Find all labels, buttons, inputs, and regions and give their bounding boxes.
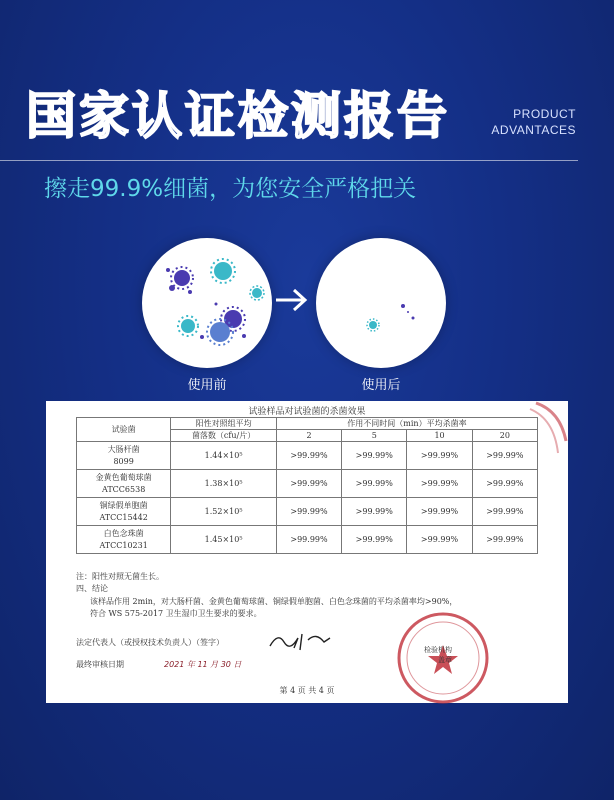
table-row	[77, 498, 538, 526]
strain-name: 白色念珠菌	[103, 528, 144, 538]
col-strain-header: 试验菌	[77, 418, 171, 442]
before-circle-image	[142, 238, 272, 368]
rate-cell: >99.99%	[342, 470, 407, 498]
time-col-4: 20	[472, 430, 537, 442]
rate-cell: >99.99%	[342, 442, 407, 470]
control-count: 1.52×10⁵	[171, 498, 277, 526]
strain-code: ATCC6538	[102, 484, 146, 494]
col-control-header-2: 菌落数（cfu/片）	[171, 430, 277, 442]
rate-cell: >99.99%	[276, 470, 341, 498]
before-label: 使用前	[187, 378, 227, 393]
rate-cell: >99.99%	[407, 470, 472, 498]
divider	[0, 160, 578, 161]
review-date-label: 最终审核日期	[76, 660, 124, 669]
arrow-right-icon	[274, 286, 310, 314]
representative-signature-label: 法定代表人（或授权技术负责人）（签字）	[76, 638, 224, 647]
stamp-org-label: 检验机构	[424, 646, 452, 654]
strain-name: 大肠杆菌	[107, 444, 140, 454]
strain-code: 8099	[113, 456, 134, 466]
after-label: 使用后	[361, 378, 401, 393]
rate-cell: >99.99%	[407, 498, 472, 526]
control-count: 1.45×10⁵	[171, 526, 277, 554]
rate-cell: >99.99%	[276, 526, 341, 554]
conclusion-text-2: 符合 WS 575-2017 卫生湿巾卫生要求的要求。	[90, 609, 262, 618]
time-col-2: 5	[342, 430, 407, 442]
col-control-header-1: 阳性对照组平均	[171, 418, 277, 430]
rate-cell: >99.99%	[342, 498, 407, 526]
strain-name: 铜绿假单胞菌	[99, 500, 148, 510]
table-row	[77, 526, 538, 554]
rate-cell: >99.99%	[472, 498, 537, 526]
rate-cell: >99.99%	[276, 442, 341, 470]
handwritten-date: 2021 年 11 月 30 日	[164, 660, 242, 669]
product-advantages-tag	[491, 106, 576, 138]
handwritten-signature	[264, 628, 334, 654]
rate-cell: >99.99%	[472, 442, 537, 470]
strain-code: ATCC10231	[99, 540, 148, 550]
after-circle-image	[316, 238, 446, 368]
rate-cell: >99.99%	[472, 470, 537, 498]
time-col-1: 2	[276, 430, 341, 442]
table-note: 注：阳性对照无菌生长。	[76, 572, 164, 581]
strain-name: 金黄色葡萄球菌	[95, 472, 152, 482]
table-row	[77, 442, 538, 470]
strain-code: ATCC15442	[99, 512, 148, 522]
rate-cell: >99.99%	[342, 526, 407, 554]
control-count: 1.44×10⁵	[171, 442, 277, 470]
slogan: 擦走99.9%细菌，为您安全严格把关	[44, 176, 417, 202]
test-report-document	[46, 401, 568, 703]
rate-cell: >99.99%	[407, 442, 472, 470]
conclusion-text-1: 该样品作用 2min，对大肠杆菌、金黄色葡萄球菌、铜绿假单胞菌、白色念珠菌的平均杀菌率均>90%，	[90, 597, 458, 606]
report-table-title: 试验样品对试验菌的杀菌效果	[248, 407, 366, 417]
conclusion-heading: 四、结论	[76, 584, 108, 593]
time-col-3: 10	[407, 430, 472, 442]
stamp-seal-label: 盖章	[438, 656, 452, 664]
germs-after-illustration	[316, 238, 446, 368]
rate-cell: >99.99%	[472, 526, 537, 554]
table-row	[77, 470, 538, 498]
page-number: 第 4 页 共 4 页	[279, 686, 335, 695]
page-title: 国家认证检测报告	[26, 87, 450, 145]
rate-cell: >99.99%	[276, 498, 341, 526]
rate-cell: >99.99%	[407, 526, 472, 554]
germs-before-illustration	[142, 238, 272, 368]
results-table	[76, 417, 538, 554]
tag-line-1: PRODUCT	[513, 107, 576, 121]
control-count: 1.38×10⁵	[171, 470, 277, 498]
col-time-header: 作用不同时间（min）平均杀菌率	[276, 418, 537, 430]
tag-line-2: ADVANTACES	[491, 123, 576, 137]
